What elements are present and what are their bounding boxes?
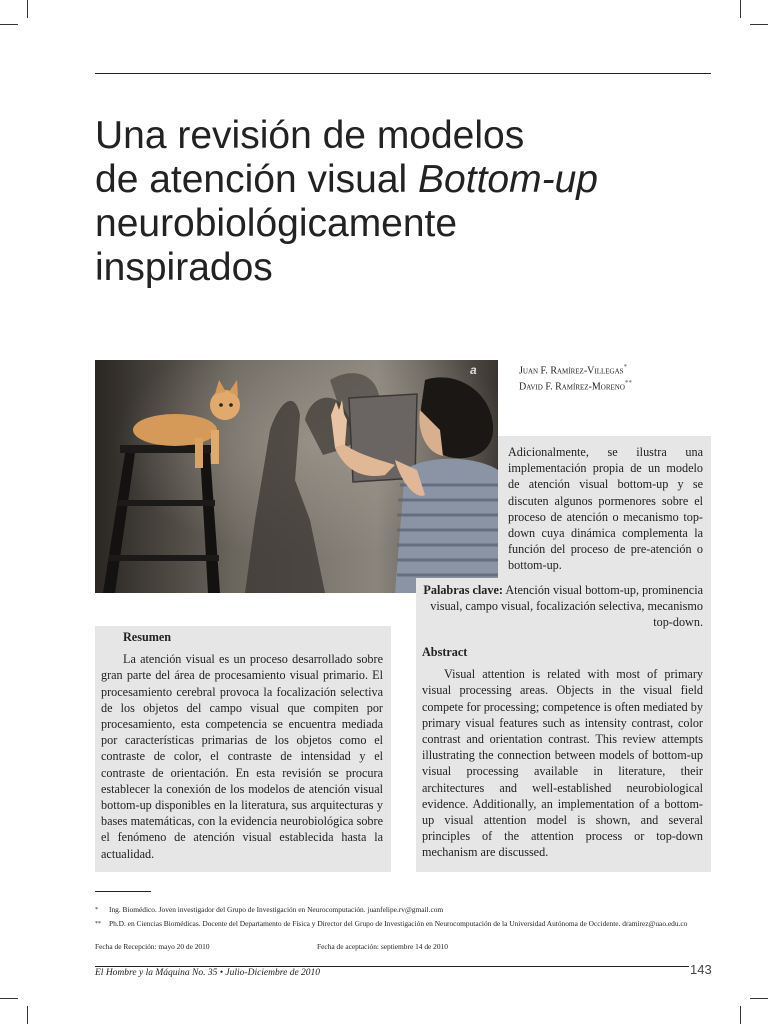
crop-mark-tr-v — [740, 0, 741, 18]
crop-mark-bl-h — [0, 998, 18, 999]
intro-continuation: Adicionalmente, se ilustra una implementación propia de un modelo de atención visual bottom-up y se discuten algunos pormenores sobre el proceso de atención o mecanismo top-down cuya dinámica complementa la función del proceso de pre-atención o bottom-up. — [508, 445, 703, 573]
authors-block — [519, 361, 749, 394]
crop-mark-br-h — [750, 998, 768, 999]
title-line-2b: Bottom-up — [418, 158, 598, 201]
keywords-abstract-box — [416, 578, 711, 872]
author-2-mark: ** — [624, 379, 632, 388]
journal-footer: El Hombre y la Máquina No. 35 • Julio-Diciembre de 2010 — [95, 968, 321, 978]
keywords-label: Palabras clave: — [423, 583, 503, 597]
crop-mark-tr-h — [750, 24, 768, 25]
footnote-rule — [95, 891, 151, 892]
resumen-text: La atención visual es un proceso desarrollado sobre gran parte del área de procesamiento visual primario. El procesamiento cerebral provoca la focalización selectiva de los objetos del campo visual que compiten por procesamiento, esta competencia se encuentra mediada por características primarias de los objetos como el contraste de color, el contraste de intensidad y el contraste de orientación. En esta revisión se procura establecer la conexión de los modelos de atención visual bottom-up disponibles en la literatura, sus arquitecturas y bases matemáticas, con la evidencia neurobiológica sobre el fenómeno de atención visual establecida hasta la actualidad. — [101, 652, 383, 861]
top-rule — [95, 73, 711, 74]
keywords-text: Atención visual bottom-up, prominencia visual, campo visual, focalización selectiva, mecanismo top-down. — [430, 583, 703, 630]
author-2 — [519, 377, 749, 393]
bottom-rule — [95, 966, 689, 967]
title-line-2a: de atención visual — [95, 158, 419, 201]
accepted-date: Fecha de aceptación: septiembre 14 de 2010 — [317, 942, 448, 951]
resumen-heading: Resumen — [123, 630, 172, 644]
footnote-1-text: Ing. Biomédico. Joven investigador del Grupo de Investigación en Neurocomputación. juanfelipe.rv@gmail.com — [109, 905, 444, 914]
title-line-4: inspirados — [95, 246, 273, 289]
crop-mark-tl-h — [0, 24, 18, 25]
intro-box — [498, 436, 711, 596]
title-line-1: Una revisión de modelos — [95, 114, 525, 157]
figure-photo — [95, 360, 498, 593]
page-number: 143 — [690, 962, 712, 977]
author-2-name: David F. Ramírez-Moreno — [519, 381, 625, 393]
crop-mark-tl-v — [27, 0, 28, 18]
received-date: Fecha de Recepción: mayo 20 de 2010 — [95, 942, 210, 951]
footnote-2-text: Ph.D. en Ciencias Biomédicas. Docente del Departamento de Física y Director del Grupo de Investigación en Neurocomputación de la Universidad Autónoma de Occidente. dramirez@uao.edu.co — [109, 919, 688, 928]
figure-panel-label: a — [470, 363, 477, 377]
photo-illustration — [95, 360, 498, 593]
author-1 — [519, 361, 749, 377]
crop-mark-bl-v — [27, 1006, 28, 1024]
abstract-text: Visual attention is related with most of primary visual processing areas. Objects in the visual field compete for processing; competence is often mediated by primary visual features such as intensity contrast, color contrast and orientation contrast. This review attempts illustrating the connection between models of bottom-up visual processing available in literature, their architectures and well-established neurobiological evidence. Additionally, an implementation of a bottom-up visual attention model is shown, and several principles of the attention process or top-down mechanism are discussed. — [422, 667, 703, 860]
resumen-section — [101, 629, 383, 862]
abstract-section — [422, 644, 703, 861]
footnote-1-mark: * — [95, 907, 98, 913]
author-1-mark: * — [623, 363, 628, 371]
keywords — [422, 582, 703, 631]
author-1-name: Juan F. Ramírez-Villegas — [519, 365, 624, 377]
article-title — [95, 114, 735, 290]
resumen-box — [95, 626, 391, 872]
footnote-2-mark: ** — [95, 921, 101, 927]
abstract-heading: Abstract — [422, 645, 468, 659]
crop-mark-br-v — [740, 1006, 741, 1024]
title-line-3: neurobiológicamente — [95, 202, 458, 245]
